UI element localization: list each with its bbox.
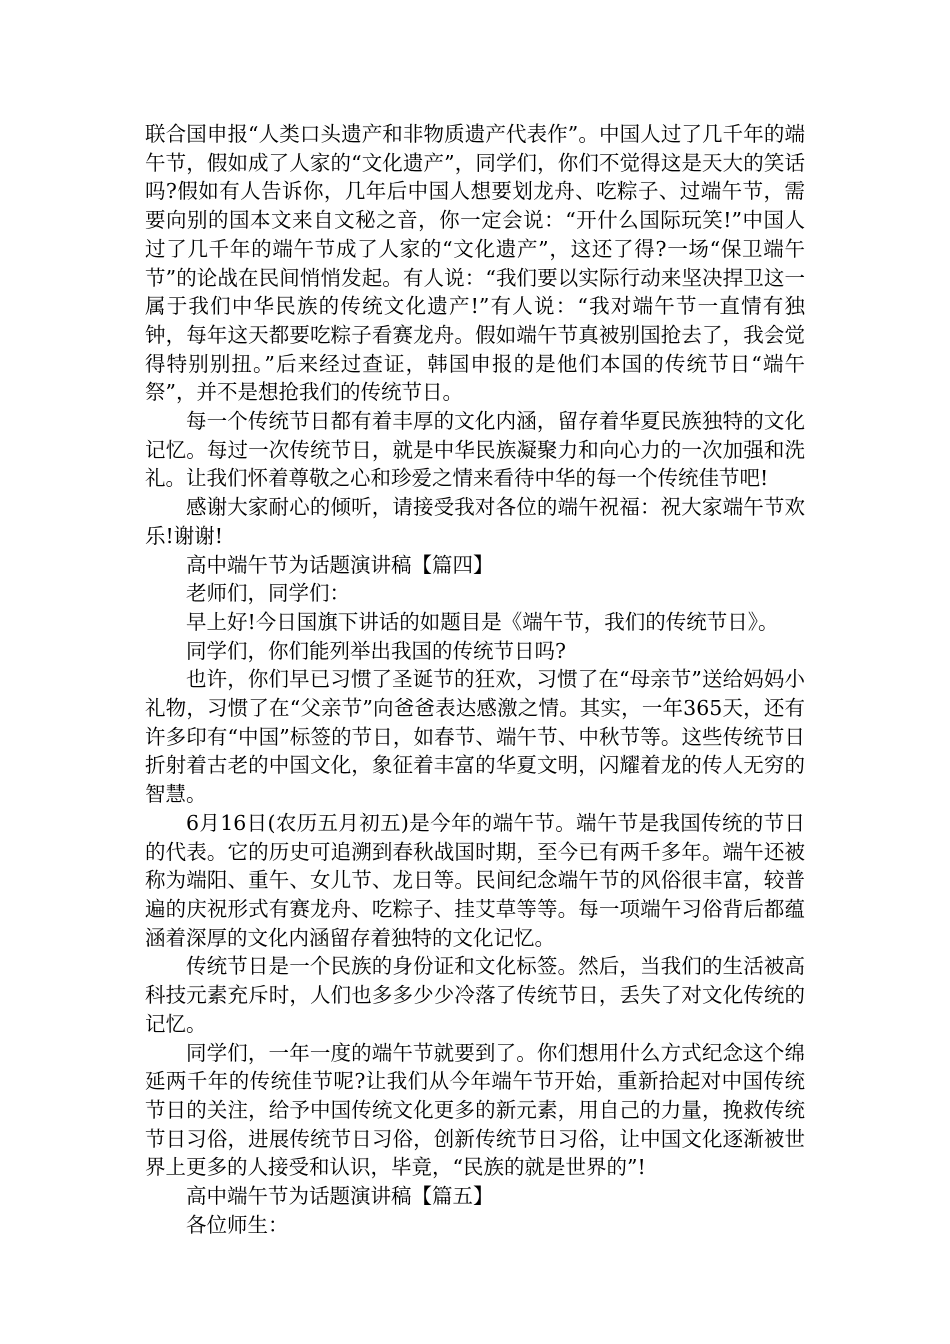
paragraph-continuation: 联合国申报“人类口头遗产和非物质遗产代表作”。中国人过了几千年的端午节，假如成了人家的“文化遗产”，同学们，你们不觉得这是天大的笑话吗?假如有人告诉你，几年后中国人想要划龙舟、吃粽子、过端午节，需要向别的国本文来自文秘之音，你一定会说：“开什么国际玩笑!”中国人过了几千年的端午节成了人家的“文化遗产”，这还了得?一场“保卫端午节”的论战在民间悄悄发起。有人说：“我们要以实际行动来坚决捍卫这一属于我们中华民族的传统文化遗产!”有人说：“我对端午节一直情有独钟，每年这天都要吃粽子看赛龙舟。假如端午节真被别国抢去了，我会觉得特别别扭。”后来经过查证，韩国申报的是他们本国的传统节日“端午祭”，并不是想抢我们的传统节日。 xyxy=(145,122,805,405)
document-body xyxy=(145,120,805,1239)
paragraph: 也许，你们早已习惯了圣诞节的狂欢，习惯了在“母亲节”送给妈妈小礼物，习惯了在“父亲节”向爸爸表达感激之情。其实，一年365天，还有许多印有“中国”标签的节日，如春节、端午节、中秋节等。这些传统节日折射着古老的中国文化，象征着丰富的华夏文明，闪耀着龙的传人无穷的智慧。 xyxy=(145,667,805,807)
paragraph: 传统节日是一个民族的身份证和文化标签。然后，当我们的生活被高科技元素充斥时，人们也多多少少冷落了传统节日，丢失了对文化传统的记忆。 xyxy=(145,954,805,1036)
section-heading-5: 高中端午节为话题演讲稿【篇五】 xyxy=(186,1184,494,1209)
paragraph: 同学们，你们能列举出我国的传统节日吗? xyxy=(186,638,566,663)
paragraph: 同学们，一年一度的端午节就要到了。你们想用什么方式纪念这个绵延两千年的传统佳节呢?让我们从今年端午节开始，重新拾起对中国传统节日的关注，给予中国传统文化更多的新元素，用自己的力量，挽救传统节日习俗，进展传统节日习俗，创新传统节日习俗，让中国文化逐渐被世界上更多的人接受和认识，毕竟，“民族的就是世界的”! xyxy=(145,1040,805,1180)
section-heading-4: 高中端午节为话题演讲稿【篇四】 xyxy=(186,552,494,577)
paragraph-closing: 感谢大家耐心的倾听，请接受我对各位的端午祝福：祝大家端午节欢乐!谢谢! xyxy=(145,495,805,548)
paragraph: 每一个传统节日都有着丰厚的文化内涵，留存着华夏民族独特的文化记忆。每过一次传统节日，就是中华民族凝聚力和向心力的一次加强和洗礼。让我们怀着尊敬之心和珍爱之情来看待中华的每一个传统佳节吧! xyxy=(145,409,805,491)
salutation: 老师们，同学们： xyxy=(186,581,350,606)
salutation: 各位师生： xyxy=(186,1212,289,1237)
paragraph: 6月16日(农历五月初五)是今年的端午节。端午节是我国传统的节日的代表。它的历史可追溯到春秋战国时期，至今已有两千多年。端午还被称为端阳、重午、女儿节、龙日等。民间纪念端午节的风俗很丰富，较普遍的庆祝形式有赛龙舟、吃粽子、挂艾草等等。每一项端午习俗背后都蕴涵着深厚的文化内涵留存着独特的文化记忆。 xyxy=(145,810,805,950)
paragraph: 早上好!今日国旗下讲话的如题目是《端午节，我们的传统节日》。 xyxy=(186,609,779,634)
